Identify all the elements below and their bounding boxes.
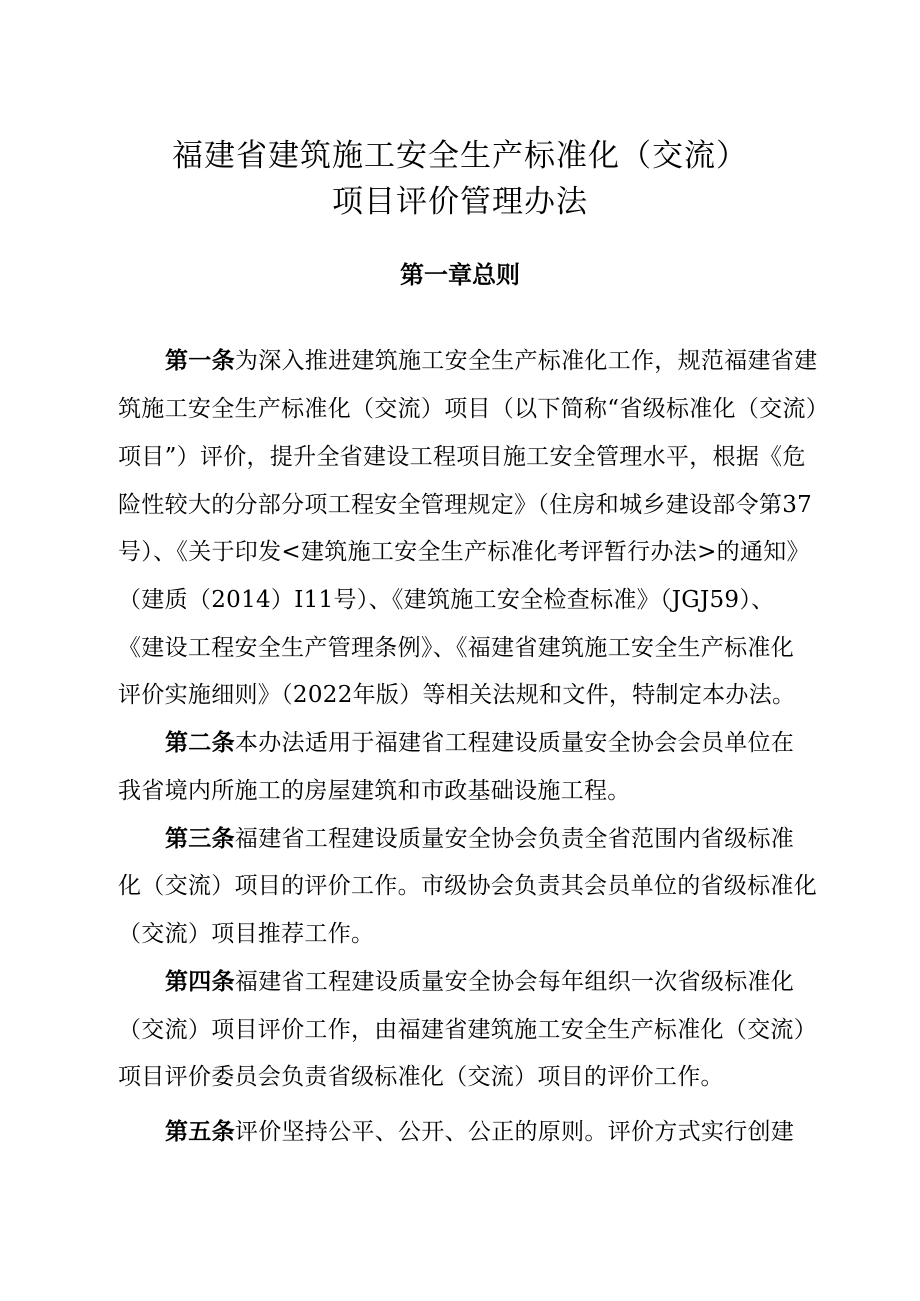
article-1-line-8: 评价实施细则》（2022年版）等相关法规和文件，特制定本办法。 [118,682,796,708]
article-4-line-3: 项目评价委员会负责省级标准化（交流）项目的评价工作。 [118,1064,724,1090]
chapter-heading: 第一章总则 [400,260,520,289]
article-4-number: 第四条 [165,968,235,995]
article-1-line-7: 《建设工程安全生产管理条例》、《福建省建筑施工安全生产标准化 [118,635,794,661]
article-3-line-2: 化（交流）项目的评价工作。市级协会负责其会员单位的省级标准化 [118,873,817,899]
document-title-line-1: 福建省建筑施工安全生产标准化（交流） [172,138,748,174]
article-2-text: 本办法适用于福建省工程建设质量安全协会会员单位在 [234,730,795,756]
article-5-text: 评价坚持公平、公开、公正的原则。评价方式实行创建 [234,1119,795,1145]
article-1-line-1 [165,345,865,377]
article-2-line-2: 我省境内所施工的房屋建筑和市政基础设施工程。 [118,778,631,804]
article-5-number: 第五条 [165,1118,235,1145]
article-4-line-1 [165,966,865,998]
article-5-line-1 [165,1116,865,1148]
article-1-text: 为深入推进建筑施工安全生产标准化工作，规范福建省建 [234,348,818,374]
article-1-line-6: （建质（2014）I11号）、《建筑施工安全检查标准》（JGJ59）、 [118,587,775,613]
article-3-number: 第三条 [165,825,235,852]
article-1-line-5: 号）、《关于印发<建筑施工安全生产标准化考评暂行办法>的通知》 [118,539,810,565]
article-3-line-1 [165,823,865,855]
article-4-text: 福建省工程建设质量安全协会每年组织一次省级标准化 [234,969,795,995]
article-3-line-3: （交流）项目推荐工作。 [118,921,375,947]
article-1-number: 第一条 [165,347,235,374]
document-title-line-2: 项目评价管理办法 [332,184,588,220]
article-3-text: 福建省工程建设质量安全协会负责全省范围内省级标准 [234,826,795,852]
article-1-line-2: 筑施工安全生产标准化（交流）项目（以下简称“省级标准化（交流） [118,396,830,422]
article-1-line-3: 项目”）评价，提升全省建设工程项目施工安全管理水平，根据《危 [118,444,806,470]
article-1-line-4: 险性较大的分部分项工程安全管理规定》（住房和城乡建设部令第37 [118,492,813,518]
article-4-line-2: （交流）项目评价工作，由福建省建筑施工安全生产标准化（交流） [118,1017,817,1043]
article-2-number: 第二条 [165,729,235,756]
article-2-line-1 [165,727,865,759]
